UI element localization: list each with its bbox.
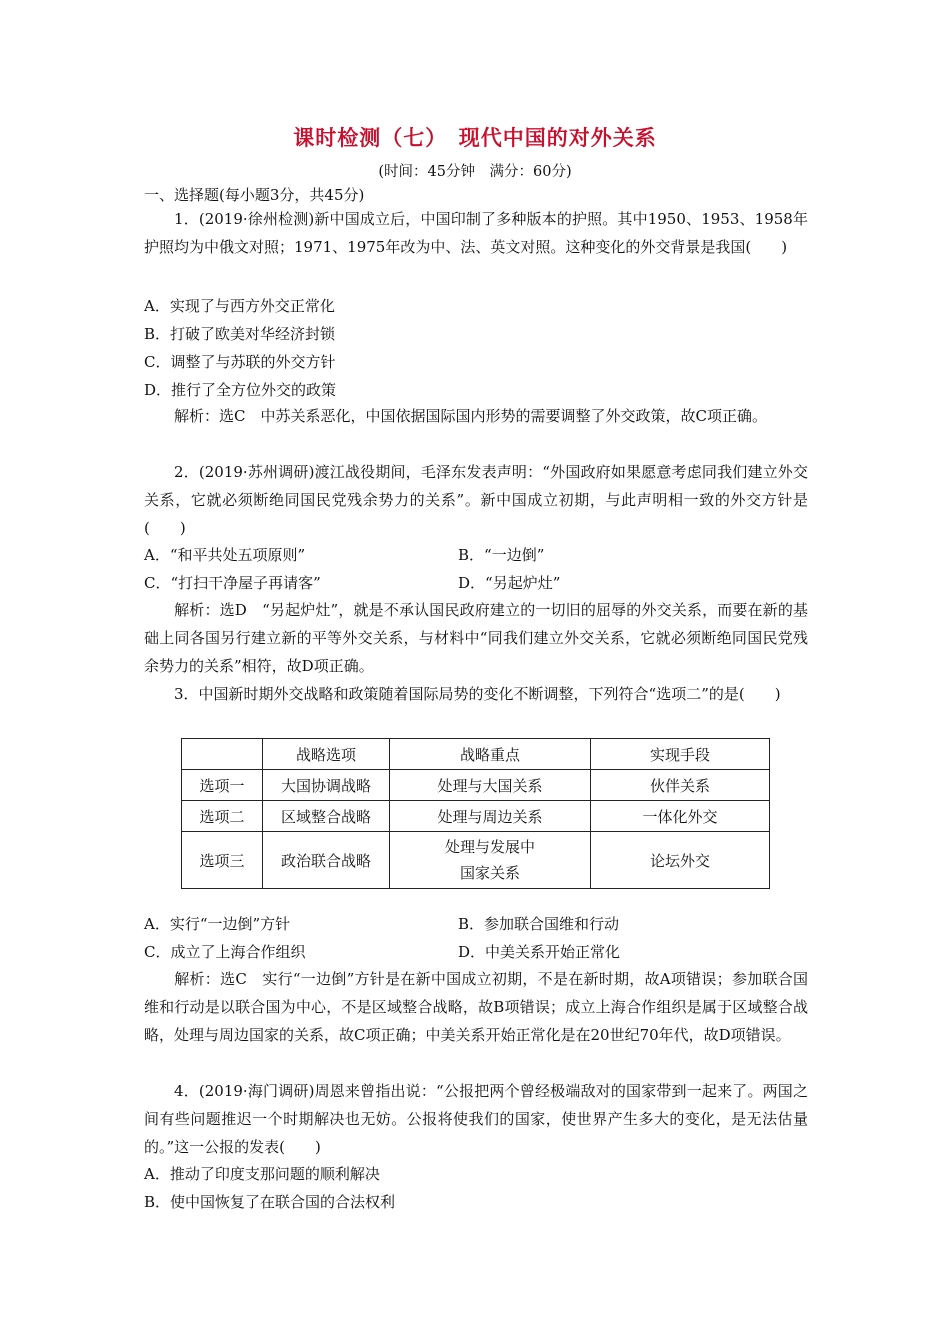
question-3-option-a: A．实行“一边倒”方针 xyxy=(144,915,291,933)
page-title: 课时检测（七） 现代中国的对外关系 xyxy=(293,126,657,150)
table-row xyxy=(182,801,770,832)
question-2-option-d: D．“另起炉灶” xyxy=(458,574,561,592)
exam-info: (时间：45分钟 满分：60分) xyxy=(378,164,572,180)
table-header-cell: 实现手段 xyxy=(591,739,770,770)
table-cell: 一体化外交 xyxy=(591,801,770,832)
table-row xyxy=(182,832,770,889)
table-cell xyxy=(390,832,591,889)
table-cell-line: 国家关系 xyxy=(459,864,520,882)
question-1-analysis: 解析：选C 中苏关系恶化，中国依据国际国内形势的需要调整了外交政策，故C项正确。 xyxy=(174,407,767,425)
table-cell: 政治联合战略 xyxy=(263,832,390,889)
table-cell: 选项三 xyxy=(182,832,263,889)
question-3-analysis: 解析：选C 实行“一边倒”方针是在新中国成立初期，不是在新时期，故A项错误；参加联合国维和行动是以联合国为中心，不是区域整合战略，故B项错误；成立上海合作组织是属于区域整合战略，处理与周边国家的关系，故C项正确；中美关系开始正常化是在20世纪70年代，故D项错误。 xyxy=(144,970,808,1044)
question-2-option-a: A．“和平共处五项原则” xyxy=(144,546,306,564)
table-cell: 大国协调战略 xyxy=(263,770,390,801)
table-cell: 处理与大国关系 xyxy=(390,770,591,801)
question-1-option-a: A．实现了与西方外交正常化 xyxy=(144,297,335,315)
table-row xyxy=(182,770,770,801)
question-2-option-c: C．“打扫干净屋子再请客” xyxy=(144,574,321,592)
table-cell: 伙伴关系 xyxy=(591,770,770,801)
question-1-option-d: D．推行了全方位外交的政策 xyxy=(144,381,337,399)
question-4-stem: 4．(2019·海门调研)周恩来曾指出说：“公报把两个曾经极端敌对的国家带到一起来了。两国之间有些问题推迟一个时期解决也无妨。公报将使我们的国家，使世界产生多大的变化，是无法估量的。”这一公报的发表( ) xyxy=(144,1082,808,1156)
table-cell: 处理与周边关系 xyxy=(390,801,591,832)
table-cell: 区域整合战略 xyxy=(263,801,390,832)
table-header-cell: 战略选项 xyxy=(263,739,390,770)
question-3-stem: 3．中国新时期外交战略和政策随着国际局势的变化不断调整，下列符合“选项二”的是( ) xyxy=(174,685,781,703)
question-2-analysis: 解析：选D “另起炉灶”，就是不承认国民政府建立的一切旧的屈辱的外交关系，而要在新的基础上同各国另行建立新的平等外交关系，与材料中“同我们建立外交关系，它就必须断绝同国民党残余势力的关系”相符，故D项正确。 xyxy=(144,601,808,675)
question-1-option-c: C．调整了与苏联的外交方针 xyxy=(144,353,336,371)
strategy-table xyxy=(181,738,770,889)
table-header-cell xyxy=(182,739,263,770)
table-cell: 选项一 xyxy=(182,770,263,801)
question-3-option-b: B．参加联合国维和行动 xyxy=(458,915,620,933)
question-1-option-b: B．打破了欧美对华经济封锁 xyxy=(144,325,336,343)
table-cell: 选项二 xyxy=(182,801,263,832)
question-4-option-b: B．使中国恢复了在联合国的合法权利 xyxy=(144,1193,396,1211)
question-3-option-d: D．中美关系开始正常化 xyxy=(458,943,621,961)
section-heading: 一、选择题(每小题3分，共45分) xyxy=(144,186,365,204)
question-1-stem: 1．(2019·徐州检测)新中国成立后，中国印制了多种版本的护照。其中1950、1953、1958年护照均为中俄文对照；1971、1975年改为中、法、英文对照。这种变化的外交背景是我国( ) xyxy=(144,210,808,256)
question-4-option-a: A．推动了印度支那问题的顺利解决 xyxy=(144,1165,380,1183)
table-cell-line: 处理与发展中 xyxy=(444,838,535,856)
question-2-option-b: B．“一边倒” xyxy=(458,546,545,564)
table-header-cell: 战略重点 xyxy=(390,739,591,770)
question-3-option-c: C．成立了上海合作组织 xyxy=(144,943,306,961)
table-header-row xyxy=(182,739,770,770)
table-cell: 论坛外交 xyxy=(591,832,770,889)
question-2-stem: 2．(2019·苏州调研)渡江战役期间，毛泽东发表声明：“外国政府如果愿意考虑同我们建立外交关系，它就必须断绝同国民党残余势力的关系”。新中国成立初期，与此声明相一致的外交方针是( ) xyxy=(144,463,808,537)
